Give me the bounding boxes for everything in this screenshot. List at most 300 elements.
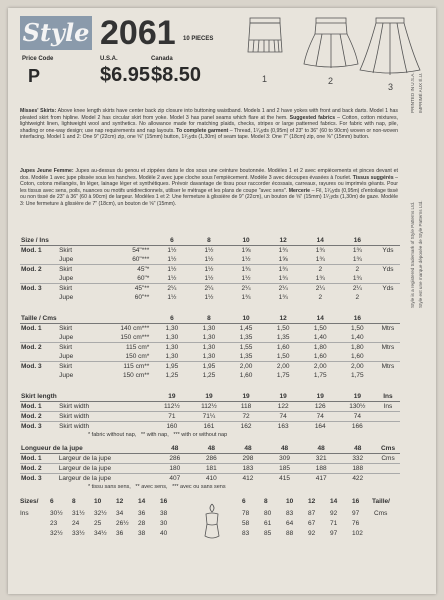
table-row — [20, 293, 400, 302]
item-label: Jupe — [59, 256, 74, 263]
table-cell: 188 — [303, 464, 340, 474]
unit-label — [376, 412, 400, 422]
size-header: 10 — [228, 314, 265, 324]
size-header: 48 — [230, 444, 267, 454]
skirt-1-drawing — [248, 18, 282, 52]
table-cell: 286 — [156, 454, 193, 464]
item-label: Jupe — [59, 294, 74, 301]
size-header-cm: 14 — [330, 498, 338, 505]
table-header-row — [20, 444, 400, 454]
table-cell: 2,00 — [339, 362, 376, 372]
size-header: 12 — [116, 498, 124, 505]
table-cell: 2 — [355, 294, 360, 301]
size-header: 14 — [302, 314, 339, 324]
measurement-ins: 26½ — [116, 520, 129, 527]
table-row — [20, 246, 400, 256]
table-cell: 1¾ — [265, 246, 302, 256]
measurement-cm: 88 — [286, 530, 294, 537]
size-header: 48 — [266, 444, 303, 454]
size-header: 8 — [190, 236, 227, 246]
table-row — [20, 343, 400, 353]
measurement-cm: 97 — [330, 530, 338, 537]
skirt-3-drawing — [360, 18, 420, 75]
unit-header — [376, 236, 400, 246]
side-trademark-2: Style est une marque déposée de Style Patterns Ltd. — [418, 200, 423, 308]
size-header-cm: 6 — [242, 498, 246, 505]
measurement-cm: 83 — [286, 510, 294, 517]
fabric-width — [108, 422, 153, 432]
measurement-ins: 36 — [116, 530, 124, 537]
model-label — [20, 293, 58, 302]
table-cell: 1½ — [167, 256, 177, 263]
table-cell: 1,50 — [265, 324, 302, 334]
table-header-label: Taille / Cms — [20, 314, 108, 324]
model-label: Mod. 1 — [20, 402, 58, 412]
skirt-length-table-imperial — [20, 392, 400, 431]
fabric-width: 150 cm*** — [120, 334, 150, 341]
fabric-width: 140 cm*** — [108, 324, 153, 334]
pattern-envelope-back — [8, 8, 436, 594]
table-cell: 1,60 — [239, 372, 253, 379]
measurement-cm: 67 — [308, 520, 316, 527]
size-header: 12 — [265, 314, 302, 324]
fabric-width: 115 cm** — [108, 362, 153, 372]
description-fr-text-1: Jupes au-dessus du genou et zippées dans le dos sous une ceinture boutonnée. Modèles 1 et 2 avec empiècements et pinces devant et dos. Modèle 1 avec jupe plissée sous les hanches. Modèle 2 avec jupe cloche sous l'empiècement. Modèle 3 avec découpes évasées à l'ourlet. — [20, 168, 398, 181]
note-1: * fabric without nap, — [88, 432, 137, 438]
table-cell: 130½ — [339, 402, 376, 412]
description-text-1: Above knee length skirts have center back zip closure into buttoning waistband. Models 1 and 2 have yokes with front and back darts. Model 1 has pleated skirt from hipline. Model 2 has circular skirt from yoke. Model 3 has panel seams which flare at the hem. — [20, 108, 398, 121]
fabric-width — [112, 454, 156, 464]
size-header: 19 — [153, 392, 190, 402]
unit-header: Ins — [376, 392, 400, 402]
description-fr-text-2: – Coton, cotons mélangés, lin léger, lainage léger et synthétiques. Prévoir davantage de tissu pour raccorder écossais, carreaux, rayures ou imprimés géants. Pour les tissus avec sens, poils, nuances ou motifs unidirectionnels, utiliser le métrage et les plans de coupe "avec sens". — [20, 174, 399, 194]
table-header-row — [20, 236, 400, 246]
table-cell: 417 — [303, 474, 340, 484]
yardage-table-imperial — [20, 236, 400, 302]
table-cell: 2 — [339, 265, 376, 275]
model-label — [20, 255, 58, 265]
description-french — [20, 168, 398, 208]
measurement-cm: 61 — [264, 520, 272, 527]
fabric-width: 60"** — [134, 294, 150, 301]
table-cell: 1,80 — [302, 343, 339, 353]
mercerie-label: Mercerie — [287, 187, 311, 194]
table-cell: 74 — [339, 412, 376, 422]
measurement-ins: 34½ — [94, 530, 107, 537]
measurement-ins: 33½ — [72, 530, 85, 537]
table-row — [20, 255, 400, 265]
table-cell: 74 — [302, 412, 339, 422]
size-header: 8 — [72, 498, 76, 505]
unit-label — [376, 333, 400, 343]
note-fr-1: * tissu sans sens, — [88, 484, 131, 490]
table-cell: 2¼ — [265, 284, 302, 294]
size-header: 48 — [193, 444, 230, 454]
table-cell: 1¾ — [241, 294, 251, 301]
table-cell: 1½ — [190, 246, 227, 256]
item-label: Skirt width — [58, 402, 108, 412]
fabric-width: 60"*** — [132, 256, 150, 263]
table-cell: 1¾ — [228, 265, 265, 275]
usa-label: U.S.A. — [100, 56, 118, 62]
measurement-ins: 40 — [160, 530, 168, 537]
table-cell: 1,30 — [165, 353, 179, 360]
item-label: Skirt — [58, 265, 108, 275]
pattern-number: 2061 — [100, 14, 176, 52]
measurement-cm: 97 — [352, 510, 360, 517]
model-label: Mod. 3 — [20, 422, 58, 432]
measurement-ins: 30½ — [50, 510, 63, 517]
fabric-width: 45"* — [108, 265, 153, 275]
item-label: Skirt — [58, 362, 108, 372]
model-label: Mod. 1 — [20, 324, 58, 334]
table-cell: 1½ — [204, 256, 214, 263]
model-label: Mod. 1 — [20, 454, 58, 464]
table-cell: 1½ — [167, 294, 177, 301]
table-cell: 1,30 — [202, 334, 216, 341]
measurement-cm: 83 — [242, 530, 250, 537]
description-text-3: – Thread, 1¹⁄₈yds (0,95m) of 23" to 36" (60 to 90cm) woven or non-woven interfacing. Model 1 and 2: One 9" (22cm) zip, one ⅝" (15mm) button, 1¹⁄₂yds (1,30m) of seam tape. Model 3: One 7" (18cm) zip, one ⅝" (15mm) button. — [20, 127, 398, 141]
table-cell: 1⅝ — [228, 246, 265, 256]
table-cell: 2¼ — [339, 284, 376, 294]
table-cell: 1,75 — [313, 372, 327, 379]
measurement-cm: 87 — [308, 510, 316, 517]
table-header-label: Skirt length — [20, 392, 108, 402]
unit-label — [376, 255, 400, 265]
table-row — [20, 402, 400, 412]
model-label: Mod. 3 — [20, 284, 58, 294]
table-cell: 1¾ — [278, 275, 288, 282]
table-cell: 2¼ — [190, 284, 227, 294]
table-row — [20, 324, 400, 334]
price-code: P — [28, 66, 41, 86]
table-cell: 412 — [230, 474, 267, 484]
table-cell: 1½ — [167, 275, 177, 282]
table-cell: 1,30 — [202, 353, 216, 360]
size-header: 14 — [138, 498, 146, 505]
size-header: 16 — [339, 236, 376, 246]
size-header: 6 — [153, 236, 190, 246]
unit-header: Cms — [376, 444, 400, 454]
table-cell: 410 — [193, 474, 230, 484]
size-header: 19 — [302, 392, 339, 402]
item-label: Skirt width — [58, 412, 108, 422]
usa-price: $6.95 — [100, 64, 151, 86]
table-row — [20, 371, 400, 380]
table-cell: 188 — [339, 464, 376, 474]
size-header-cm: 16 — [352, 498, 360, 505]
table-cell: 1½ — [241, 275, 251, 282]
model-label: Mod. 2 — [20, 343, 58, 353]
model-label — [20, 352, 58, 362]
table-cell: 164 — [302, 422, 339, 432]
unit-label: Yds — [376, 265, 400, 275]
item-label: Skirt — [58, 324, 108, 334]
table-cell: 1¾ — [352, 275, 362, 282]
table-cell: 1¾ — [352, 256, 362, 263]
table-cell: 1,40 — [313, 334, 327, 341]
table-cell: 1½ — [153, 246, 190, 256]
table-cell: 1¾ — [315, 275, 325, 282]
table-cell: 1¾ — [315, 256, 325, 263]
measurement-ins: 28 — [138, 520, 146, 527]
table-cell: 1,40 — [351, 334, 364, 341]
table-cell: 185 — [266, 464, 303, 474]
size-header: 48 — [303, 444, 340, 454]
table-header-row — [20, 392, 400, 402]
table-cell: 1,30 — [190, 343, 227, 353]
item-label: Skirt width — [58, 422, 108, 432]
sizes-label: Sizes/ — [20, 498, 39, 505]
size-header: 48 — [339, 444, 376, 454]
unit-header — [376, 314, 400, 324]
table-header-spacer — [108, 236, 153, 246]
size-header: 12 — [265, 236, 302, 246]
measurement-ins: 31½ — [72, 510, 85, 517]
measurement-ins: 30 — [160, 520, 168, 527]
unit-label: Yds — [376, 284, 400, 294]
table-header-row — [20, 314, 400, 324]
description-lead: Misses' Skirts: — [20, 108, 57, 114]
table-cell: 2 — [302, 265, 339, 275]
measurement-ins: 36 — [138, 510, 146, 517]
item-label: Jupe — [59, 372, 74, 379]
skirt-length-table-metric — [20, 444, 400, 483]
table-cell: 1¾ — [278, 294, 288, 301]
table-cell: 1,25 — [165, 372, 179, 379]
fabric-width: 115 cm* — [108, 343, 153, 353]
size-header: 19 — [265, 392, 302, 402]
table-cell: 71 — [153, 412, 190, 422]
model-label — [20, 333, 58, 343]
measurement-cm: 92 — [330, 510, 338, 517]
pieces-count: 10 PIECES — [183, 36, 214, 42]
item-label: Skirt — [58, 343, 108, 353]
fabric-width: 60"* — [137, 275, 150, 282]
table-cell: 162 — [228, 422, 265, 432]
table-cell: 1½ — [153, 265, 190, 275]
measurement-cm: 64 — [286, 520, 294, 527]
side-printed: PRINTED IN U.S.A. — [410, 72, 415, 113]
table-cell: 1½ — [190, 265, 227, 275]
measurement-ins: 32½ — [94, 510, 107, 517]
fabric-width: 54"*** — [108, 246, 153, 256]
table-cell: 2¼ — [228, 284, 265, 294]
table-header-label: Longueur de la jupe — [20, 444, 112, 454]
fabrics-label: Suggested fabrics — [287, 114, 336, 121]
unit-label: Cms — [374, 510, 388, 517]
header — [8, 8, 436, 92]
unit-label: Ins — [376, 402, 400, 412]
item-label: Largeur de la jupe — [58, 465, 112, 472]
table-header-spacer — [108, 392, 153, 402]
model-label — [20, 274, 58, 284]
table-row — [20, 454, 400, 464]
table-cell: 160 — [153, 422, 190, 432]
row-label: Ins — [20, 510, 29, 517]
size-header-cm: 10 — [286, 498, 294, 505]
item-label: Largeur de la jupe — [58, 475, 112, 482]
table-cell: 2,00 — [228, 362, 265, 372]
table-cell: 161 — [190, 422, 227, 432]
description-fr-lead: Jupes Jeune Femme: — [20, 168, 74, 174]
table-cell: 1,30 — [190, 324, 227, 334]
table-cell: 1,30 — [153, 324, 190, 334]
table-cell: 1,95 — [153, 362, 190, 372]
table-cell: 2¼ — [153, 284, 190, 294]
body-measurements — [20, 498, 400, 574]
model-label: Mod. 1 — [20, 246, 58, 256]
measurement-ins: 34 — [116, 510, 124, 517]
table-row — [20, 464, 400, 474]
item-label: Skirt — [58, 246, 108, 256]
table-cell: 1,30 — [165, 334, 179, 341]
skirt-views — [236, 12, 426, 92]
size-header: 10 — [228, 236, 265, 246]
table-row — [20, 352, 400, 362]
measurement-cm: 80 — [264, 510, 272, 517]
unit-label: Mtrs — [376, 324, 400, 334]
table-cell: 166 — [339, 422, 376, 432]
table-row — [20, 284, 400, 294]
table-cell: 2¼ — [302, 284, 339, 294]
table-cell: 180 — [156, 464, 193, 474]
table-cell: 1½ — [204, 275, 214, 282]
measurement-ins: 23 — [50, 520, 58, 527]
size-header: 6 — [153, 314, 190, 324]
table-cell: 298 — [230, 454, 267, 464]
table-row — [20, 474, 400, 484]
item-label: Largeur de la jupe — [58, 455, 112, 462]
size-header: 19 — [190, 392, 227, 402]
measurement-cm: 92 — [308, 530, 316, 537]
measurement-cm: 85 — [264, 530, 272, 537]
table-cell: 1,25 — [202, 372, 216, 379]
measurement-ins: 32½ — [50, 530, 63, 537]
description-text-2: – Cotton, cotton mixtures, lightweight linen, lightweight wool and synthetics. No allowance made for matching plaids, checks, stripes or large patterned fabrics. For fabric with nap, pile, shading or one-way design; use nap requirements and nap layouts. — [20, 114, 398, 134]
table-cell: 1,75 — [276, 372, 290, 379]
table-cell: 332 — [339, 454, 376, 464]
table-cell: 1½ — [241, 256, 251, 263]
note-fr-3: *** avec ou sans sens — [172, 484, 226, 490]
note-3: *** with or without nap — [173, 432, 228, 438]
table-cell: 422 — [339, 474, 376, 484]
fabric-width — [108, 402, 153, 412]
table-cell: 1,75 — [351, 372, 364, 379]
skirt-2-drawing — [304, 18, 358, 68]
table-cell: 1,35 — [276, 334, 290, 341]
tissus-label: Tissus suggérés — [351, 174, 394, 181]
measurement-ins: 38 — [160, 510, 168, 517]
size-header: 8 — [190, 314, 227, 324]
table-cell: 1,80 — [339, 343, 376, 353]
body-figure-icon — [192, 502, 232, 546]
taille-label: Taille/ — [372, 498, 390, 505]
table-cell: 112½ — [190, 402, 227, 412]
table-cell: 1⅝ — [278, 256, 288, 263]
table-cell: 1,60 — [351, 353, 364, 360]
size-header: 16 — [160, 498, 168, 505]
size-header: 19 — [228, 392, 265, 402]
table-cell: 309 — [266, 454, 303, 464]
view-label-3: 3 — [388, 82, 394, 92]
unit-label — [376, 352, 400, 362]
style-logo: Style — [20, 16, 92, 50]
size-header: 6 — [50, 498, 54, 505]
unit-label — [376, 274, 400, 284]
fabric-width — [112, 474, 156, 484]
table-cell: 2 — [318, 294, 323, 301]
table-row — [20, 362, 400, 372]
notes-french — [88, 484, 226, 490]
size-header: 19 — [339, 392, 376, 402]
table-cell: 1¾ — [265, 265, 302, 275]
table-cell: 112½ — [153, 402, 190, 412]
table-cell: 1,60 — [265, 343, 302, 353]
table-row — [20, 422, 400, 432]
description-fr-text-3: – Fil, 1¹⁄₈yds (0,95m) d'entoilage tissé ou non tissé de 23" à 36" (60 à 90cm) de largeur. Modèles 1 et 2: Une fermeture à glissière de 9" (22cm), un bouton de ⅝" (15mm) 1¹⁄₂yds (1,30m) de gaze. Modèle 3: Une fermeture à glissière de 7" (18cm), un bouton de ⅝" (15mm). — [20, 187, 398, 207]
table-cell: 1,55 — [228, 343, 265, 353]
side-imprime: IMPRIMÉ AUX É.U. — [418, 72, 423, 113]
table-header-label: Size / Ins — [20, 236, 108, 246]
table-cell: 118 — [228, 402, 265, 412]
size-header-cm: 12 — [308, 498, 316, 505]
yardage-table-metric — [20, 314, 400, 380]
measurement-cm: 102 — [352, 530, 363, 537]
table-cell: 1,30 — [153, 343, 190, 353]
unit-label — [376, 474, 400, 484]
note-fr-2: ** avec sens, — [135, 484, 168, 490]
table-cell: 1,60 — [313, 353, 327, 360]
measurement-ins: 25 — [94, 520, 102, 527]
table-cell: 126 — [302, 402, 339, 412]
measurement-cm: 71 — [330, 520, 338, 527]
table-cell: 122 — [265, 402, 302, 412]
table-header-spacer — [112, 444, 156, 454]
table-cell: 415 — [266, 474, 303, 484]
side-trademark-1: Style is a registered trademark of Style Patterns Ltd. — [410, 201, 415, 308]
unit-label: Mtrs — [376, 343, 400, 353]
size-header: 48 — [156, 444, 193, 454]
note-2: ** with nap, — [140, 432, 169, 438]
table-cell: 71¼ — [190, 412, 227, 422]
model-label: Mod. 2 — [20, 464, 58, 474]
item-label: Jupe — [59, 353, 74, 360]
unit-label: Cms — [376, 454, 400, 464]
fabric-width: 45"** — [108, 284, 153, 294]
table-cell: 1,50 — [276, 353, 290, 360]
model-label: Mod. 3 — [20, 362, 58, 372]
size-header-cm: 8 — [264, 498, 268, 505]
table-cell: 1,35 — [239, 334, 253, 341]
model-label: Mod. 2 — [20, 265, 58, 275]
measurement-ins: 24 — [72, 520, 80, 527]
unit-label — [376, 371, 400, 380]
description-english — [20, 108, 398, 141]
measurement-ins: 38 — [138, 530, 146, 537]
model-label — [20, 371, 58, 380]
table-cell: 2,00 — [302, 362, 339, 372]
table-row — [20, 274, 400, 284]
size-header: 10 — [94, 498, 102, 505]
table-cell: 1,45 — [228, 324, 265, 334]
unit-label — [376, 464, 400, 474]
table-cell: 1¾ — [302, 246, 339, 256]
view-label-2: 2 — [328, 76, 334, 86]
table-cell: 321 — [303, 454, 340, 464]
table-cell: 1,50 — [339, 324, 376, 334]
view-label-1: 1 — [262, 74, 268, 84]
